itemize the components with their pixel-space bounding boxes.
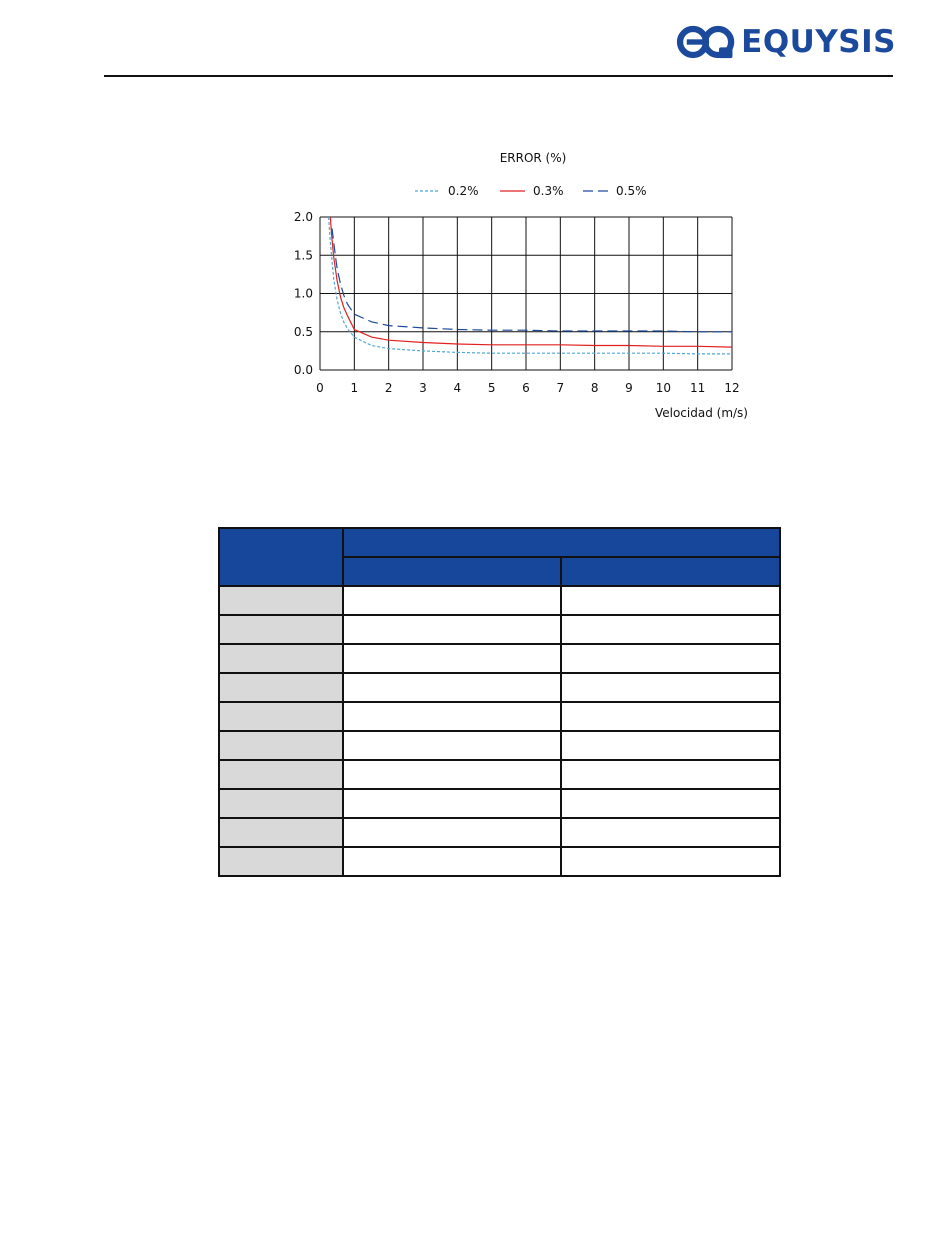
table-column-header <box>561 557 780 586</box>
table-cell <box>343 760 561 789</box>
brand-logo <box>676 22 896 62</box>
equysis-eq-logo-icon <box>676 22 735 62</box>
table-row <box>219 818 780 847</box>
x-tick-label: 6 <box>522 381 530 395</box>
table-header-row <box>219 528 780 557</box>
series-line <box>332 229 732 332</box>
x-tick-label: 7 <box>556 381 565 395</box>
table-row <box>219 760 780 789</box>
table-cell <box>343 644 561 673</box>
table-row <box>219 615 780 644</box>
table-row <box>219 644 780 673</box>
table-cell <box>561 818 780 847</box>
table-cell <box>343 789 561 818</box>
table-cell <box>561 702 780 731</box>
header-rule <box>104 75 893 77</box>
error-chart <box>280 140 770 430</box>
table-cell <box>343 847 561 876</box>
x-tick-label: 10 <box>655 381 671 395</box>
table-row-header <box>219 673 343 702</box>
table-cell <box>343 702 561 731</box>
data-table <box>218 527 781 877</box>
legend-label: 0.3% <box>533 184 564 198</box>
table-row-header <box>219 702 343 731</box>
x-tick-label: 1 <box>350 381 359 395</box>
brand-name: EQUYSIS <box>741 24 896 60</box>
table-row-header <box>219 615 343 644</box>
table-cell <box>561 760 780 789</box>
y-tick-label: 1.5 <box>293 248 313 263</box>
table-cell <box>561 789 780 818</box>
table-row-header <box>219 818 343 847</box>
table-row <box>219 673 780 702</box>
x-tick-label: 8 <box>590 381 599 395</box>
chart-svg <box>280 140 770 430</box>
table-cell <box>343 673 561 702</box>
table-cell <box>561 644 780 673</box>
table-corner-header <box>219 528 343 586</box>
x-tick-label: 9 <box>625 381 633 395</box>
table-row <box>219 702 780 731</box>
table-cell <box>561 731 780 760</box>
table-row <box>219 586 780 615</box>
table-cell <box>343 586 561 615</box>
y-tick-label: 1.0 <box>293 286 313 301</box>
table-row-header <box>219 644 343 673</box>
x-tick-label: 3 <box>419 381 427 395</box>
table-group-header <box>343 528 780 557</box>
table-cell <box>343 615 561 644</box>
x-axis-label: Velocidad (m/s) <box>654 406 748 420</box>
y-tick-label: 0.0 <box>293 363 313 377</box>
x-tick-label: 5 <box>487 381 496 395</box>
legend-label: 0.5% <box>616 184 647 198</box>
x-tick-label: 12 <box>724 381 740 395</box>
table-row-header <box>219 847 343 876</box>
table-cell <box>561 847 780 876</box>
table-row <box>219 731 780 760</box>
table-row-header <box>219 731 343 760</box>
legend-label: 0.2% <box>448 184 479 198</box>
table-cell <box>561 673 780 702</box>
x-tick-label: 11 <box>690 381 706 395</box>
x-tick-label: 0 <box>316 381 324 395</box>
table-cell <box>343 731 561 760</box>
chart-title: ERROR (%) <box>499 151 567 165</box>
table-row <box>219 789 780 818</box>
table-cell <box>343 818 561 847</box>
table-row-header <box>219 789 343 818</box>
table-row-header <box>219 760 343 789</box>
y-tick-label: 0.5 <box>293 324 313 339</box>
table-row-header <box>219 586 343 615</box>
y-tick-label: 2.0 <box>293 210 313 224</box>
x-tick-label: 2 <box>384 381 393 395</box>
series-line <box>330 217 732 347</box>
table-column-header <box>343 557 561 586</box>
table-cell <box>561 586 780 615</box>
table-row <box>219 847 780 876</box>
table-cell <box>561 615 780 644</box>
x-tick-label: 4 <box>453 381 462 395</box>
